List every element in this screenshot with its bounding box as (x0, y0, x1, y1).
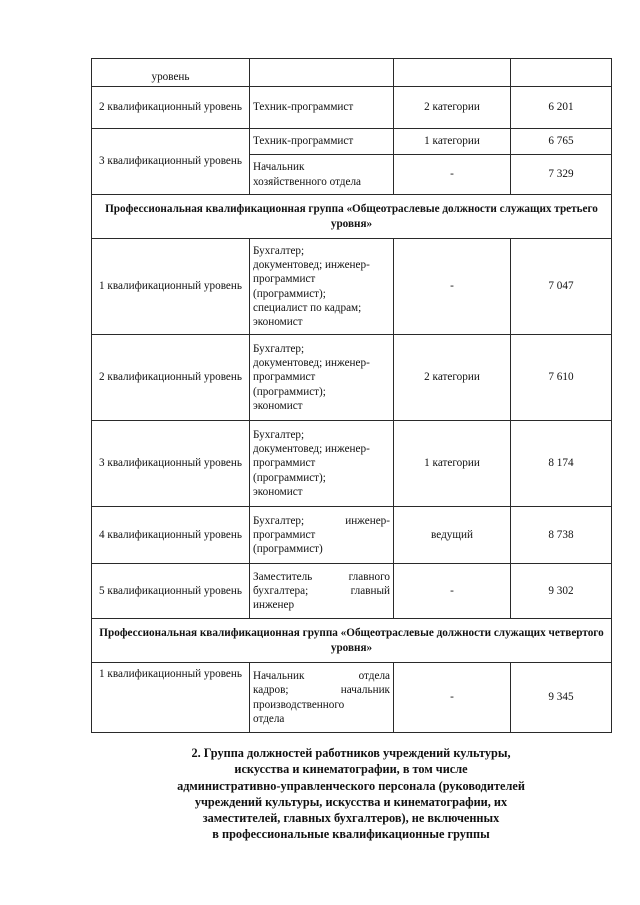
section-heading-line: искусства и кинематографии, в том числе (234, 762, 468, 777)
table-row (92, 59, 612, 87)
position-line: Начальник (253, 161, 305, 174)
position-line: Заместитель главного (253, 570, 390, 583)
position-line: экономист (253, 485, 303, 498)
position-line: (программист); (253, 385, 326, 398)
position-line: документовед; инженер- (253, 443, 370, 456)
salary-cell (511, 59, 612, 87)
section-heading-line: заместителей, главных бухгалтеров), не включенных (202, 811, 500, 826)
category-cell: ведущий (394, 507, 511, 564)
salary-cell: 8 174 (511, 421, 612, 507)
group-header-row (92, 619, 612, 663)
position-line: программист (253, 273, 316, 286)
section-heading-line: 2. Группа должностей работников учреждений культуры, (191, 746, 511, 760)
category-cell (394, 59, 511, 87)
qualification-level-cell: 5 квалификационный уровень (92, 564, 250, 619)
qualification-level-cell: 4 квалификационный уровень (92, 507, 250, 564)
position-line: Бухгалтер; инженер- (253, 514, 390, 527)
section-heading-line: административно-управленческого персонала (руководителей (177, 778, 525, 793)
table-row (92, 564, 612, 619)
section-heading-line: в профессиональные квалификационные группы (212, 827, 490, 842)
table-row (92, 421, 612, 507)
qualification-level-cell: 3 квалификационный уровень (92, 421, 250, 507)
position-line: (программист) (253, 543, 323, 556)
salary-table (91, 58, 612, 733)
table-row (92, 507, 612, 564)
salary-cell: 6 765 (511, 129, 612, 155)
category-cell: - (394, 663, 511, 733)
salary-cell: 8 738 (511, 507, 612, 564)
position-line: инженер (253, 599, 295, 612)
position-line: документовед; инженер- (253, 258, 370, 271)
position-line: экономист (253, 316, 303, 329)
position-line: специалист по кадрам; (253, 301, 362, 314)
salary-cell: 7 329 (511, 155, 612, 195)
position-line: экономист (253, 399, 303, 412)
qualification-level-cell: 1 квалификационный уровень (92, 663, 250, 733)
position-line: кадров; начальник (253, 684, 390, 697)
position-cell (250, 155, 394, 195)
table-row (92, 335, 612, 421)
position-cell (250, 564, 394, 619)
position-line: документовед; инженер- (253, 357, 370, 370)
category-cell: 2 категории (394, 87, 511, 129)
section-heading-line: учреждений культуры, искусства и кинематографии, их (194, 794, 508, 809)
qualification-level-cell: уровень (92, 59, 250, 87)
position-line: (программист); (253, 471, 326, 484)
salary-cell: 9 345 (511, 663, 612, 733)
position-line: программист (253, 528, 316, 541)
qualification-level-cell: 1 квалификационный уровень (92, 239, 250, 335)
position-line: Начальник отдела (253, 669, 390, 682)
position-cell (250, 129, 394, 155)
qualification-level-cell: 2 квалификационный уровень (92, 335, 250, 421)
position-line: Бухгалтер; (253, 244, 305, 257)
category-cell: 1 категории (394, 421, 511, 507)
category-cell: 1 категории (394, 129, 511, 155)
table-row (92, 129, 612, 155)
category-cell: - (394, 564, 511, 619)
group-header-row (92, 195, 612, 239)
position-line: программист (253, 457, 316, 470)
position-line: бухгалтера; главный (253, 584, 390, 597)
category-cell: - (394, 239, 511, 335)
category-cell: 2 категории (394, 335, 511, 421)
position-line: хозяйственного отдела (253, 175, 362, 188)
position-line: производственного (253, 698, 345, 711)
table-row (92, 663, 612, 733)
position-line: отдела (253, 712, 285, 725)
salary-cell: 7 610 (511, 335, 612, 421)
position-cell (250, 663, 394, 733)
category-cell: - (394, 155, 511, 195)
table-row (92, 239, 612, 335)
position-line: (программист); (253, 287, 326, 300)
group-title: Профессиональная квалификационная группа «Общеотраслевые должности служащих четвертого уровня» (92, 619, 612, 663)
position-line: Бухгалтер; (253, 342, 305, 355)
position-line: Техник-программист (253, 135, 354, 148)
position-cell (250, 507, 394, 564)
salary-cell: 9 302 (511, 564, 612, 619)
table-row (92, 87, 612, 129)
group-title: Профессиональная квалификационная группа «Общеотраслевые должности служащих третьего уровня» (92, 195, 612, 239)
position-cell (250, 239, 394, 335)
position-cell (250, 421, 394, 507)
qualification-level-cell: 3 квалификационный уровень (92, 129, 250, 195)
position-cell (250, 59, 394, 87)
position-line: программист (253, 371, 316, 384)
position-cell (250, 335, 394, 421)
position-line: Техник-программист (253, 101, 354, 114)
position-line: Бухгалтер; (253, 428, 305, 441)
section-heading (91, 745, 611, 843)
qualification-level-cell: 2 квалификационный уровень (92, 87, 250, 129)
salary-cell: 7 047 (511, 239, 612, 335)
salary-cell: 6 201 (511, 87, 612, 129)
position-cell (250, 87, 394, 129)
